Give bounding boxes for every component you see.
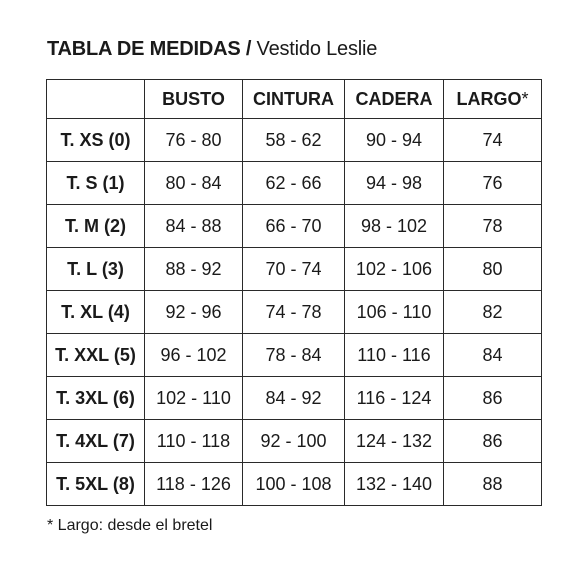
cintura-cell: 78 - 84 — [243, 334, 345, 377]
header-cadera: CADERA — [345, 80, 444, 119]
largo-cell: 80 — [444, 248, 542, 291]
cintura-cell: 92 - 100 — [243, 420, 345, 463]
table-row — [47, 334, 542, 377]
busto-cell: 118 - 126 — [145, 463, 243, 506]
cadera-cell: 90 - 94 — [345, 119, 444, 162]
busto-cell: 102 - 110 — [145, 377, 243, 420]
cintura-cell: 66 - 70 — [243, 205, 345, 248]
size-chart-table — [46, 79, 542, 506]
title-strong: TABLA DE MEDIDAS / — [47, 38, 252, 60]
header-largo — [444, 80, 542, 119]
size-label-cell: T. 4XL (7) — [47, 420, 145, 463]
table-row — [47, 205, 542, 248]
cadera-cell: 132 - 140 — [345, 463, 444, 506]
table-row — [47, 248, 542, 291]
size-label-cell: T. XXL (5) — [47, 334, 145, 377]
cintura-cell: 70 - 74 — [243, 248, 345, 291]
largo-cell: 76 — [444, 162, 542, 205]
header-corner — [47, 80, 145, 119]
table-row — [47, 377, 542, 420]
cadera-cell: 98 - 102 — [345, 205, 444, 248]
header-busto: BUSTO — [145, 80, 243, 119]
largo-cell: 86 — [444, 377, 542, 420]
title-product: Vestido Leslie — [251, 38, 378, 60]
largo-cell: 74 — [444, 119, 542, 162]
cadera-cell: 106 - 110 — [345, 291, 444, 334]
header-cintura: CINTURA — [243, 80, 345, 119]
size-label-cell: T. 5XL (8) — [47, 463, 145, 506]
table-header-row — [47, 80, 542, 119]
size-label-cell: T. S (1) — [47, 162, 145, 205]
table-row — [47, 291, 542, 334]
size-label-cell: T. L (3) — [47, 248, 145, 291]
cadera-cell: 94 - 98 — [345, 162, 444, 205]
busto-cell: 110 - 118 — [145, 420, 243, 463]
cadera-cell: 102 - 106 — [345, 248, 444, 291]
busto-cell: 88 - 92 — [145, 248, 243, 291]
cadera-cell: 124 - 132 — [345, 420, 444, 463]
table-row — [47, 463, 542, 506]
largo-footnote-mark: * — [521, 88, 529, 109]
largo-cell: 82 — [444, 291, 542, 334]
largo-cell: 78 — [444, 205, 542, 248]
table-row — [47, 119, 542, 162]
busto-cell: 96 - 102 — [145, 334, 243, 377]
largo-cell: 86 — [444, 420, 542, 463]
size-label-cell: T. M (2) — [47, 205, 145, 248]
busto-cell: 80 - 84 — [145, 162, 243, 205]
cintura-cell: 100 - 108 — [243, 463, 345, 506]
size-rows — [47, 119, 542, 506]
cintura-cell: 58 - 62 — [243, 119, 345, 162]
cintura-cell: 84 - 92 — [243, 377, 345, 420]
busto-cell: 84 - 88 — [145, 205, 243, 248]
page-title — [47, 36, 377, 62]
cintura-cell: 74 - 78 — [243, 291, 345, 334]
size-label-cell: T. XL (4) — [47, 291, 145, 334]
header-largo-label: LARGO — [456, 88, 522, 109]
cadera-cell: 116 - 124 — [345, 377, 444, 420]
busto-cell: 92 - 96 — [145, 291, 243, 334]
size-label-cell: T. 3XL (6) — [47, 377, 145, 420]
largo-cell: 84 — [444, 334, 542, 377]
size-label-cell: T. XS (0) — [47, 119, 145, 162]
cadera-cell: 110 - 116 — [345, 334, 444, 377]
largo-cell: 88 — [444, 463, 542, 506]
footnote: * Largo: desde el bretel — [47, 517, 213, 534]
table-row — [47, 162, 542, 205]
cintura-cell: 62 - 66 — [243, 162, 345, 205]
table-row — [47, 420, 542, 463]
busto-cell: 76 - 80 — [145, 119, 243, 162]
